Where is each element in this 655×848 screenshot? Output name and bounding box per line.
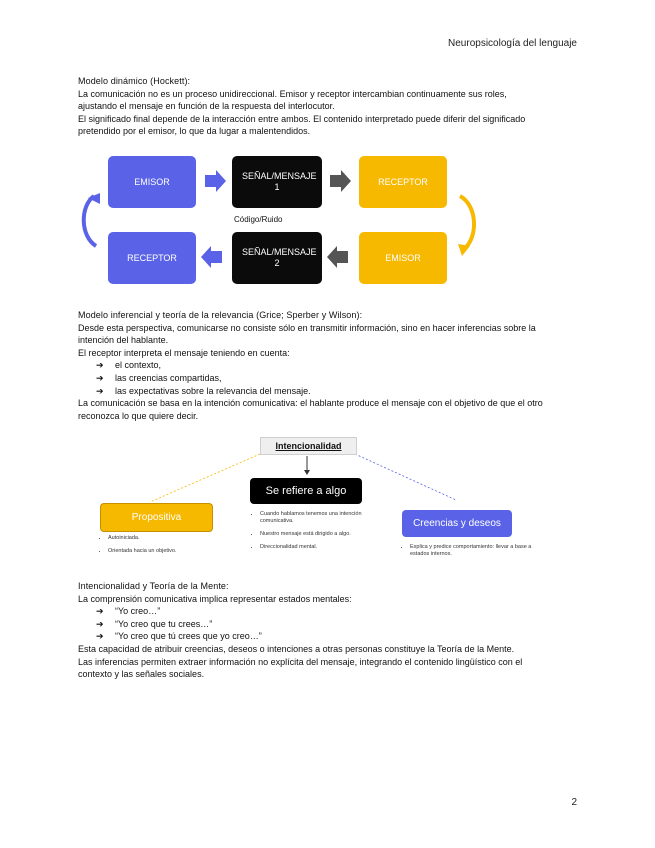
arrow-right-icon xyxy=(330,170,351,192)
paragraph-line: contexto y las señales sociales. xyxy=(78,669,205,680)
paragraph-line: La comunicación no es un proceso unidireccional. Emisor y receptor intercambian continuamente sus roles, xyxy=(78,88,507,99)
arrow-left-icon xyxy=(327,246,348,268)
paragraph-line: La comunicación se basa en la intención comunicativa: el hablante produce el mensaje con el objetivo de que el otro xyxy=(78,398,543,409)
list-item: • Explica y predice comportamiento: llevar a base a estados internos. xyxy=(410,544,532,558)
emisor-box-bottom: EMISOR xyxy=(359,232,447,284)
list-item: • Orientada hacia un objetivo. xyxy=(108,548,230,555)
section-heading: Intencionalidad y Teoría de la Mente: xyxy=(78,581,229,591)
list-item: ➔ “Yo creo que tú crees que yo creo…” xyxy=(96,631,262,642)
receptor-box: RECEPTOR xyxy=(359,156,447,208)
left-notes xyxy=(100,535,230,561)
noise-label: Código/Ruido xyxy=(234,215,283,224)
curved-arrow-yellow-icon xyxy=(460,196,474,249)
section-heading: Modelo inferencial y teoría de la relevancia (Grice; Sperber y Wilson): xyxy=(78,310,363,320)
paragraph-line: La comprensión comunicativa implica representar estados mentales: xyxy=(78,593,352,604)
section-inferential-model xyxy=(78,309,578,422)
arrow-bullet-icon: ➔ xyxy=(96,360,104,371)
curved-arrow-blue-icon xyxy=(84,196,96,246)
list-item: • Cuando hablamos tenemos una intención comunicativa. xyxy=(260,511,372,525)
section-heading: Modelo dinámico (Hockett): xyxy=(78,76,191,86)
senal-mensaje-1-box: SEÑAL/MENSAJE 1 xyxy=(232,156,322,208)
paragraph-line: intención del hablante. xyxy=(78,335,169,346)
arrow-bullet-icon: ➔ xyxy=(96,631,104,642)
list-item: ➔ el contexto, xyxy=(96,360,162,371)
center-notes xyxy=(252,511,372,557)
arrow-bullet-icon: ➔ xyxy=(96,385,104,396)
paragraph-line: El receptor interpreta el mensaje teniendo en cuenta: xyxy=(78,347,290,358)
list-item: ➔ las expectativas sobre la relevancia del mensaje. xyxy=(96,385,311,396)
list-item: • Nuestro mensaje está dirigido a algo. xyxy=(260,531,372,538)
creencias-box: Creencias y deseos xyxy=(402,510,512,537)
right-notes xyxy=(402,544,532,564)
bullet-list xyxy=(78,605,578,643)
paragraph-line: Desde esta perspectiva, comunicarse no consiste sólo en transmitir información, sino en hacer inferencias sobre la xyxy=(78,322,536,333)
refers-box: Se refiere a algo xyxy=(250,478,362,504)
page-number: 2 xyxy=(571,797,577,808)
propositiva-box: Propositiva xyxy=(100,503,213,532)
section-dynamic-model xyxy=(78,75,578,138)
senal-mensaje-2-box: SEÑAL/MENSAJE 2 xyxy=(232,232,322,284)
paragraph-line: pretendido por el emisor, lo que da lugar a malentendidos. xyxy=(78,126,311,137)
emisor-box: EMISOR xyxy=(108,156,196,208)
arrow-bullet-icon: ➔ xyxy=(96,618,104,629)
hockett-diagram xyxy=(78,146,488,292)
connector-left xyxy=(150,454,260,502)
list-item: ➔ “Yo creo que tu crees…” xyxy=(96,618,213,629)
paragraph-line: ajustando el mensaje en función de la respuesta del interlocutor. xyxy=(78,101,335,112)
paragraph-line: Esta capacidad de atribuir creencias, deseos o intenciones a otras personas constituye la Teoría de la Mente. xyxy=(78,643,515,654)
arrow-bullet-icon: ➔ xyxy=(96,372,104,383)
arrow-bullet-icon: ➔ xyxy=(96,606,104,617)
bullet-list xyxy=(78,359,578,397)
list-item: • Autoiniciada. xyxy=(108,535,230,542)
list-item: • Direccionalidad mental. xyxy=(260,544,372,551)
connector-right xyxy=(355,454,456,500)
arrow-right-icon xyxy=(205,170,226,192)
diagram-arrows xyxy=(78,146,488,292)
section-theory-of-mind xyxy=(78,580,578,681)
receptor-box-bottom: RECEPTOR xyxy=(108,232,196,284)
paragraph-line: Las inferencias permiten extraer información no explícita del mensaje, integrando el contenido lingüístico con el xyxy=(78,656,523,667)
paragraph-line: reconozca lo que quiere decir. xyxy=(78,410,199,421)
paragraph-line: El significado final depende de la interacción entre ambos. El contenido interpretado puede diferir del significado xyxy=(78,113,526,124)
list-item: ➔ las creencias compartidas, xyxy=(96,372,222,383)
arrow-left-icon xyxy=(201,246,222,268)
intentionality-box: Intencionalidad xyxy=(260,437,357,455)
page-header: Neuropsicología del lenguaje xyxy=(448,38,577,49)
list-item: ➔ “Yo creo…” xyxy=(96,606,161,617)
intentionality-diagram xyxy=(78,432,538,572)
